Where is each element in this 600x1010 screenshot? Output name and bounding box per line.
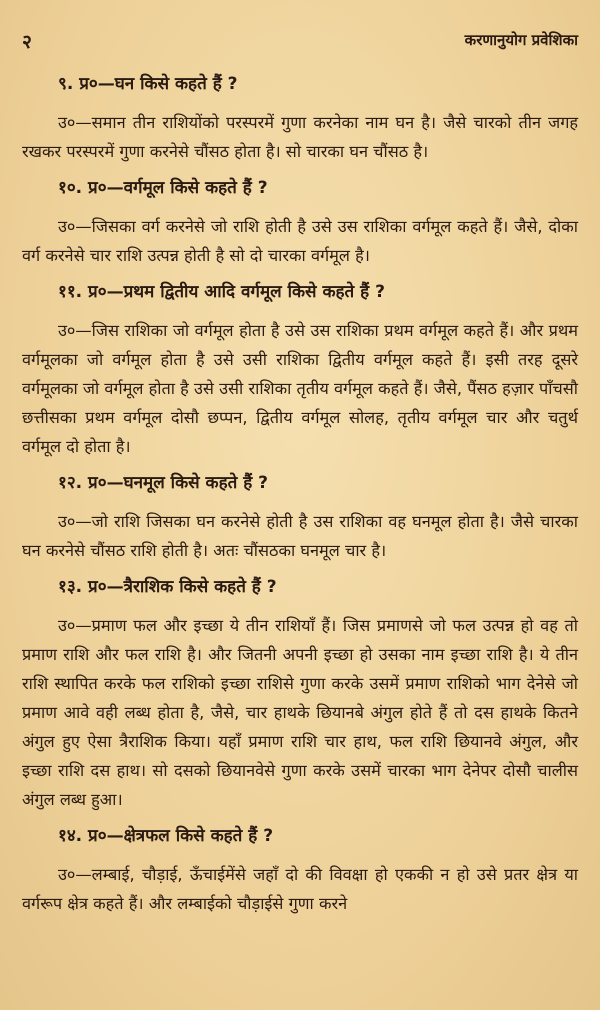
answer-paragraph: उ०—समान तीन राशियोंको परस्परमें गुणा करनेका नाम घन है। जैसे चारको तीन जगह रखकर परस्परमें गुणा करनेसे चौंसठ होता है। सो चारका घन चौंसठ है। xyxy=(22,113,578,161)
running-title: करणानुयोग प्रवेशिका xyxy=(464,31,578,49)
question-heading: १२. प्र०—घनमूल किसे कहते हैं ? xyxy=(58,473,269,493)
question-heading: १०. प्र०—वर्गमूल किसे कहते हैं ? xyxy=(58,178,268,198)
question-heading: १४. प्र०—क्षेत्रफल किसे कहते हैं ? xyxy=(58,826,274,846)
qa-item xyxy=(22,471,578,565)
page-number: २ xyxy=(22,31,32,53)
qa-item xyxy=(22,575,578,814)
answer-paragraph: उ०—जिस राशिका जो वर्गमूल होता है उसे उस राशिका प्रथम वर्गमूल कहते हैं। और प्रथम वर्गमूलका जो वर्गमूल होता है उसे उसी राशिका द्वितीय वर्गमूल कहते हैं। इसी तरह दूसरे वर्गमूलका जो वर्गमूल होता है उसे उसी राशिका तृतीय वर्गमूल कहते हैं। जैसे, पैंसठ हज़ार पाँचसौ छत्तीसका प्रथम वर्गमूल दोसौ छप्पन, द्वितीय वर्गमूल सोलह, तृतीय वर्गमूल चार और चतुर्थ वर्गमूल दो होता है। xyxy=(22,321,578,456)
question-heading: ९. प्र०—घन किसे कहते हैं ? xyxy=(58,74,238,94)
answer-paragraph: उ०—जो राशि जिसका घन करनेसे होती है उस राशिका वह घनमूल होता है। जैसे चारका घन करनेसे चौंसठ राशि होती है। अतः चौंसठका घनमूल चार है। xyxy=(22,512,578,560)
answer-paragraph: उ०—लम्बाई, चौड़ाई, ऊँचाईमेंसे जहाँ दो की विवक्षा हो एककी न हो उसे प्रतर क्षेत्र या वर्गरूप क्षेत्र कहते हैं। और लम्बाईको चौड़ाईसे गुणा करने xyxy=(22,865,578,913)
page-header xyxy=(22,28,578,54)
answer-paragraph: उ०—प्रमाण फल और इच्छा ये तीन राशियाँ हैं। जिस प्रमाणसे जो फल उत्पन्न हो वह तो प्रमाण राशि और फल राशि है। और जितनी अपनी इच्छा हो उसका नाम इच्छा राशि है। ये तीन राशि स्थापित करके फल राशिको इच्छा राशिसे गुणा करके उसमें प्रमाण राशिको भाग देनेसे जो प्रमाण आवे वही लब्ध होता है, जैसे, चार हाथके छियानबे अंगुल होते हैं तो दस हाथके कितने अंगुल हुए ऐसा त्रैराशिक किया। यहाँ प्रमाण राशि चार हाथ, फल राशि छियानवे अंगुल, और इच्छा राशि दस हाथ। सो दसको छियानवेसे गुणा करके उसमें चारका भाग देनेपर दोसौ चालीस अंगुल लब्ध हुआ। xyxy=(22,616,578,809)
qa-item xyxy=(22,176,578,270)
answer-paragraph: उ०—जिसका वर्ग करनेसे जो राशि होती है उसे उस राशिका वर्गमूल कहते हैं। जैसे, दोका वर्ग करनेसे चार राशि उत्पन्न होती है सो दो चारका वर्गमूल है। xyxy=(22,217,578,265)
question-heading: ११. प्र०—प्रथम द्वितीय आदि वर्गमूल किसे कहते हैं ? xyxy=(58,282,385,302)
qa-item xyxy=(22,824,578,918)
qa-item xyxy=(22,280,578,461)
qa-item xyxy=(22,72,578,166)
question-heading: १३. प्र०—त्रैराशिक किसे कहते हैं ? xyxy=(58,577,277,597)
